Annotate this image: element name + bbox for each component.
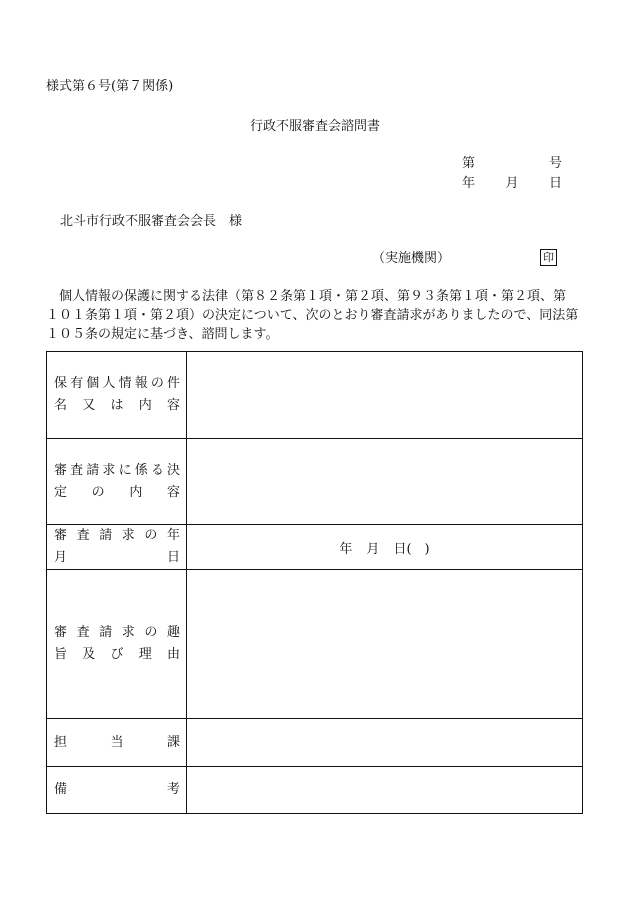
date-day: 日 (548, 176, 562, 191)
label-char: 当 (110, 734, 124, 750)
label-char: 報 (134, 376, 148, 391)
table-row (47, 439, 583, 525)
body-paragraph (46, 287, 586, 344)
label-line (54, 779, 180, 801)
label-line (54, 395, 180, 417)
date-day: 日( ) (393, 541, 430, 557)
label-char: 考 (166, 782, 180, 797)
label-char: 請 (99, 625, 113, 640)
value-personal-info[interactable] (187, 352, 583, 439)
label-char: 旨 (54, 647, 68, 662)
label-char: 理 (138, 647, 152, 662)
label-char: 及 (82, 647, 96, 662)
agency-label: （実施機関） (372, 251, 451, 266)
label-char: 内 (138, 398, 152, 413)
table-row (47, 719, 583, 767)
value-request-reason[interactable] (187, 570, 583, 719)
label-char: 求 (102, 462, 116, 478)
label-char: 求 (121, 625, 135, 640)
label-char: 内 (129, 484, 143, 500)
date-month: 月 (505, 176, 519, 191)
table-row (47, 525, 583, 570)
label-char: 請 (99, 528, 113, 543)
label-char: 審 (54, 462, 68, 478)
label-char: 由 (166, 647, 180, 662)
label-char: 件 (166, 376, 180, 391)
label-char: 情 (118, 376, 132, 391)
label-char: 請 (86, 462, 100, 478)
label-char: 査 (70, 462, 84, 478)
label-char: る (150, 462, 164, 478)
label-char: 査 (76, 528, 90, 543)
label-line (54, 460, 180, 482)
label-personal-info (47, 352, 187, 439)
label-remarks (47, 767, 187, 814)
body-line-2: １０１条第１項・第２項）の決定について、次のとおり審査請求がありましたので、同法第 (46, 308, 579, 323)
document-title: 行政不服審査会諮問書 (249, 119, 380, 134)
body-line-3: １０５条の規定に基づき、諮問します。 (46, 327, 279, 342)
label-char: の (144, 528, 158, 543)
label-line (54, 373, 180, 395)
label-line (54, 644, 180, 666)
label-char: 趣 (166, 625, 180, 640)
value-remarks[interactable] (187, 767, 583, 814)
label-char: 有 (70, 376, 84, 391)
inquiry-form-table (46, 351, 583, 814)
value-department[interactable] (187, 719, 583, 767)
label-char: に (118, 462, 132, 478)
addressee: 北斗市行政不服審査会会長 様 (60, 214, 243, 229)
label-char: び (110, 647, 124, 662)
label-char: 人 (102, 376, 116, 391)
label-char: 容 (166, 484, 180, 500)
label-char: の (150, 376, 164, 391)
label-char: 容 (166, 398, 180, 413)
table-row (47, 352, 583, 439)
date-field (187, 538, 582, 557)
label-char: 決 (166, 462, 180, 478)
label-char: 年 (166, 528, 180, 543)
table-row (47, 570, 583, 719)
label-line (54, 622, 180, 644)
label-char: 担 (54, 734, 68, 750)
form-number: 様式第６号(第７関係) (46, 79, 174, 94)
number-suffix: 号 (548, 156, 562, 171)
label-line (54, 482, 180, 504)
label-char: 又 (82, 398, 96, 413)
label-char: 求 (121, 528, 135, 543)
number-prefix: 第 (462, 156, 476, 171)
label-char: 保 (54, 376, 68, 391)
label-char: 個 (86, 376, 100, 391)
document-date (462, 176, 562, 192)
label-char: の (144, 625, 158, 640)
date-month: 月 (366, 541, 380, 557)
label-line (54, 547, 180, 569)
label-char: 審 (54, 625, 68, 640)
document-number (462, 156, 562, 172)
date-year: 年 (339, 541, 353, 557)
label-char: 備 (54, 782, 68, 797)
value-request-date[interactable] (187, 525, 583, 570)
label-line (54, 525, 180, 547)
label-char: 日 (166, 550, 180, 565)
table-row (47, 767, 583, 814)
seal-mark: 印 (540, 249, 557, 266)
label-char: 査 (76, 625, 90, 640)
label-char: 定 (54, 484, 68, 500)
label-request-date (47, 525, 187, 570)
label-request-reason (47, 570, 187, 719)
label-char: 係 (134, 462, 148, 478)
label-char: の (91, 484, 105, 500)
label-char: 課 (166, 734, 180, 750)
label-char: は (110, 398, 124, 413)
label-decision-content (47, 439, 187, 525)
label-line (54, 732, 180, 754)
label-department (47, 719, 187, 767)
body-line-1: 個人情報の保護に関する法律（第８２条第１項・第２項、第９３条第１項・第２項、第 (59, 289, 567, 304)
label-char: 月 (54, 550, 68, 565)
label-char: 審 (54, 528, 68, 543)
value-decision-content[interactable] (187, 439, 583, 525)
label-char: 名 (54, 398, 68, 413)
date-year: 年 (462, 176, 476, 191)
